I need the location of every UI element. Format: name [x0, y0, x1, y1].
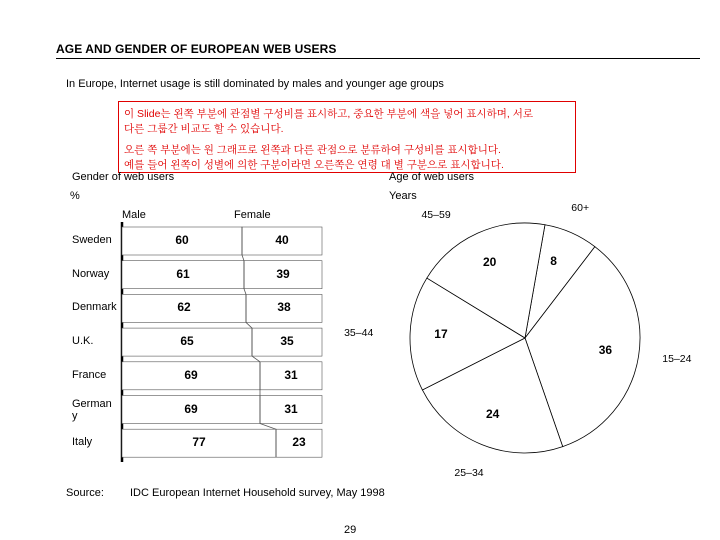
- bar-value-female: 31: [284, 401, 298, 416]
- bar-chart-title: Gender of web users: [72, 171, 175, 183]
- pie-slice-label: 60+: [571, 202, 590, 215]
- pie-slice-value: 20: [482, 254, 497, 269]
- series-label-female: Female: [234, 209, 271, 221]
- note-line-3: 오른 쪽 부분에는 원 그래프로 왼쪽과 다른 관점으로 분류하여 구성비를 표시합니다.: [124, 144, 501, 156]
- bar-category-label: Italy: [72, 436, 93, 449]
- pie-slice-label: 35–44: [344, 326, 374, 339]
- pie-chart-unit-label: Years: [389, 190, 417, 202]
- bar-chart-unit-label: %: [70, 190, 80, 202]
- bar-category-label: Norway: [72, 267, 110, 280]
- bar-value-female: 40: [275, 233, 289, 247]
- bar-category-label: U.K.: [72, 335, 94, 348]
- pie-slice-label: 15–24: [662, 353, 692, 366]
- source-text: IDC European Internet Household survey, May 1998: [130, 487, 385, 499]
- bar-value-male: 62: [177, 300, 191, 315]
- note-line-1: 이 Slide는 왼쪽 부분에 관점별 구성비를 표시하고, 중요한 부분에 색을 넣어 표시하며, 서로: [124, 108, 534, 120]
- pie-slice-label: 25–34: [454, 467, 484, 480]
- bar-value-female: 23: [292, 435, 306, 450]
- bar-value-male: 77: [192, 435, 206, 450]
- pie-chart-title: Age of web users: [389, 171, 474, 183]
- source-label: Source:: [66, 487, 104, 499]
- pie-slice-value: 8: [550, 254, 557, 269]
- bar-value-male: 69: [184, 367, 198, 382]
- bar-category-label: Sweden: [72, 234, 112, 246]
- page-subtitle: In Europe, Internet usage is still dominated by males and younger age groups: [66, 78, 444, 90]
- pie-slice-value: 17: [434, 326, 448, 341]
- pie-slice-label: 45–59: [421, 208, 451, 221]
- bar-category-label: Denmark: [72, 301, 117, 314]
- bar-value-female: 38: [277, 300, 291, 315]
- bar-value-male: 69: [184, 401, 198, 416]
- bar-category-label: German y: [72, 397, 112, 422]
- bar-value-male: 61: [176, 266, 190, 281]
- page-number: 29: [344, 524, 357, 536]
- note-line-4: 예를 들어 왼쪽이 성별에 의한 구분이라면 오른쪽은 연령 대 별 구분으로 표시합니다.: [124, 159, 504, 171]
- note-line-2: 다른 그룹간 비교도 할 수 있습니다.: [124, 123, 284, 135]
- pie-slice-value: 24: [485, 406, 500, 421]
- pie-slice-value: 36: [598, 343, 613, 358]
- bar-value-male: 60: [175, 233, 189, 247]
- series-label-male: Male: [122, 209, 146, 221]
- bar-value-female: 31: [284, 367, 298, 382]
- bar-category-label: France: [72, 368, 107, 381]
- bar-value-female: 35: [280, 334, 294, 349]
- bar-value-female: 39: [276, 266, 290, 281]
- page-title: AGE AND GENDER OF EUROPEAN WEB USERS: [56, 42, 337, 56]
- bar-value-male: 65: [180, 334, 194, 349]
